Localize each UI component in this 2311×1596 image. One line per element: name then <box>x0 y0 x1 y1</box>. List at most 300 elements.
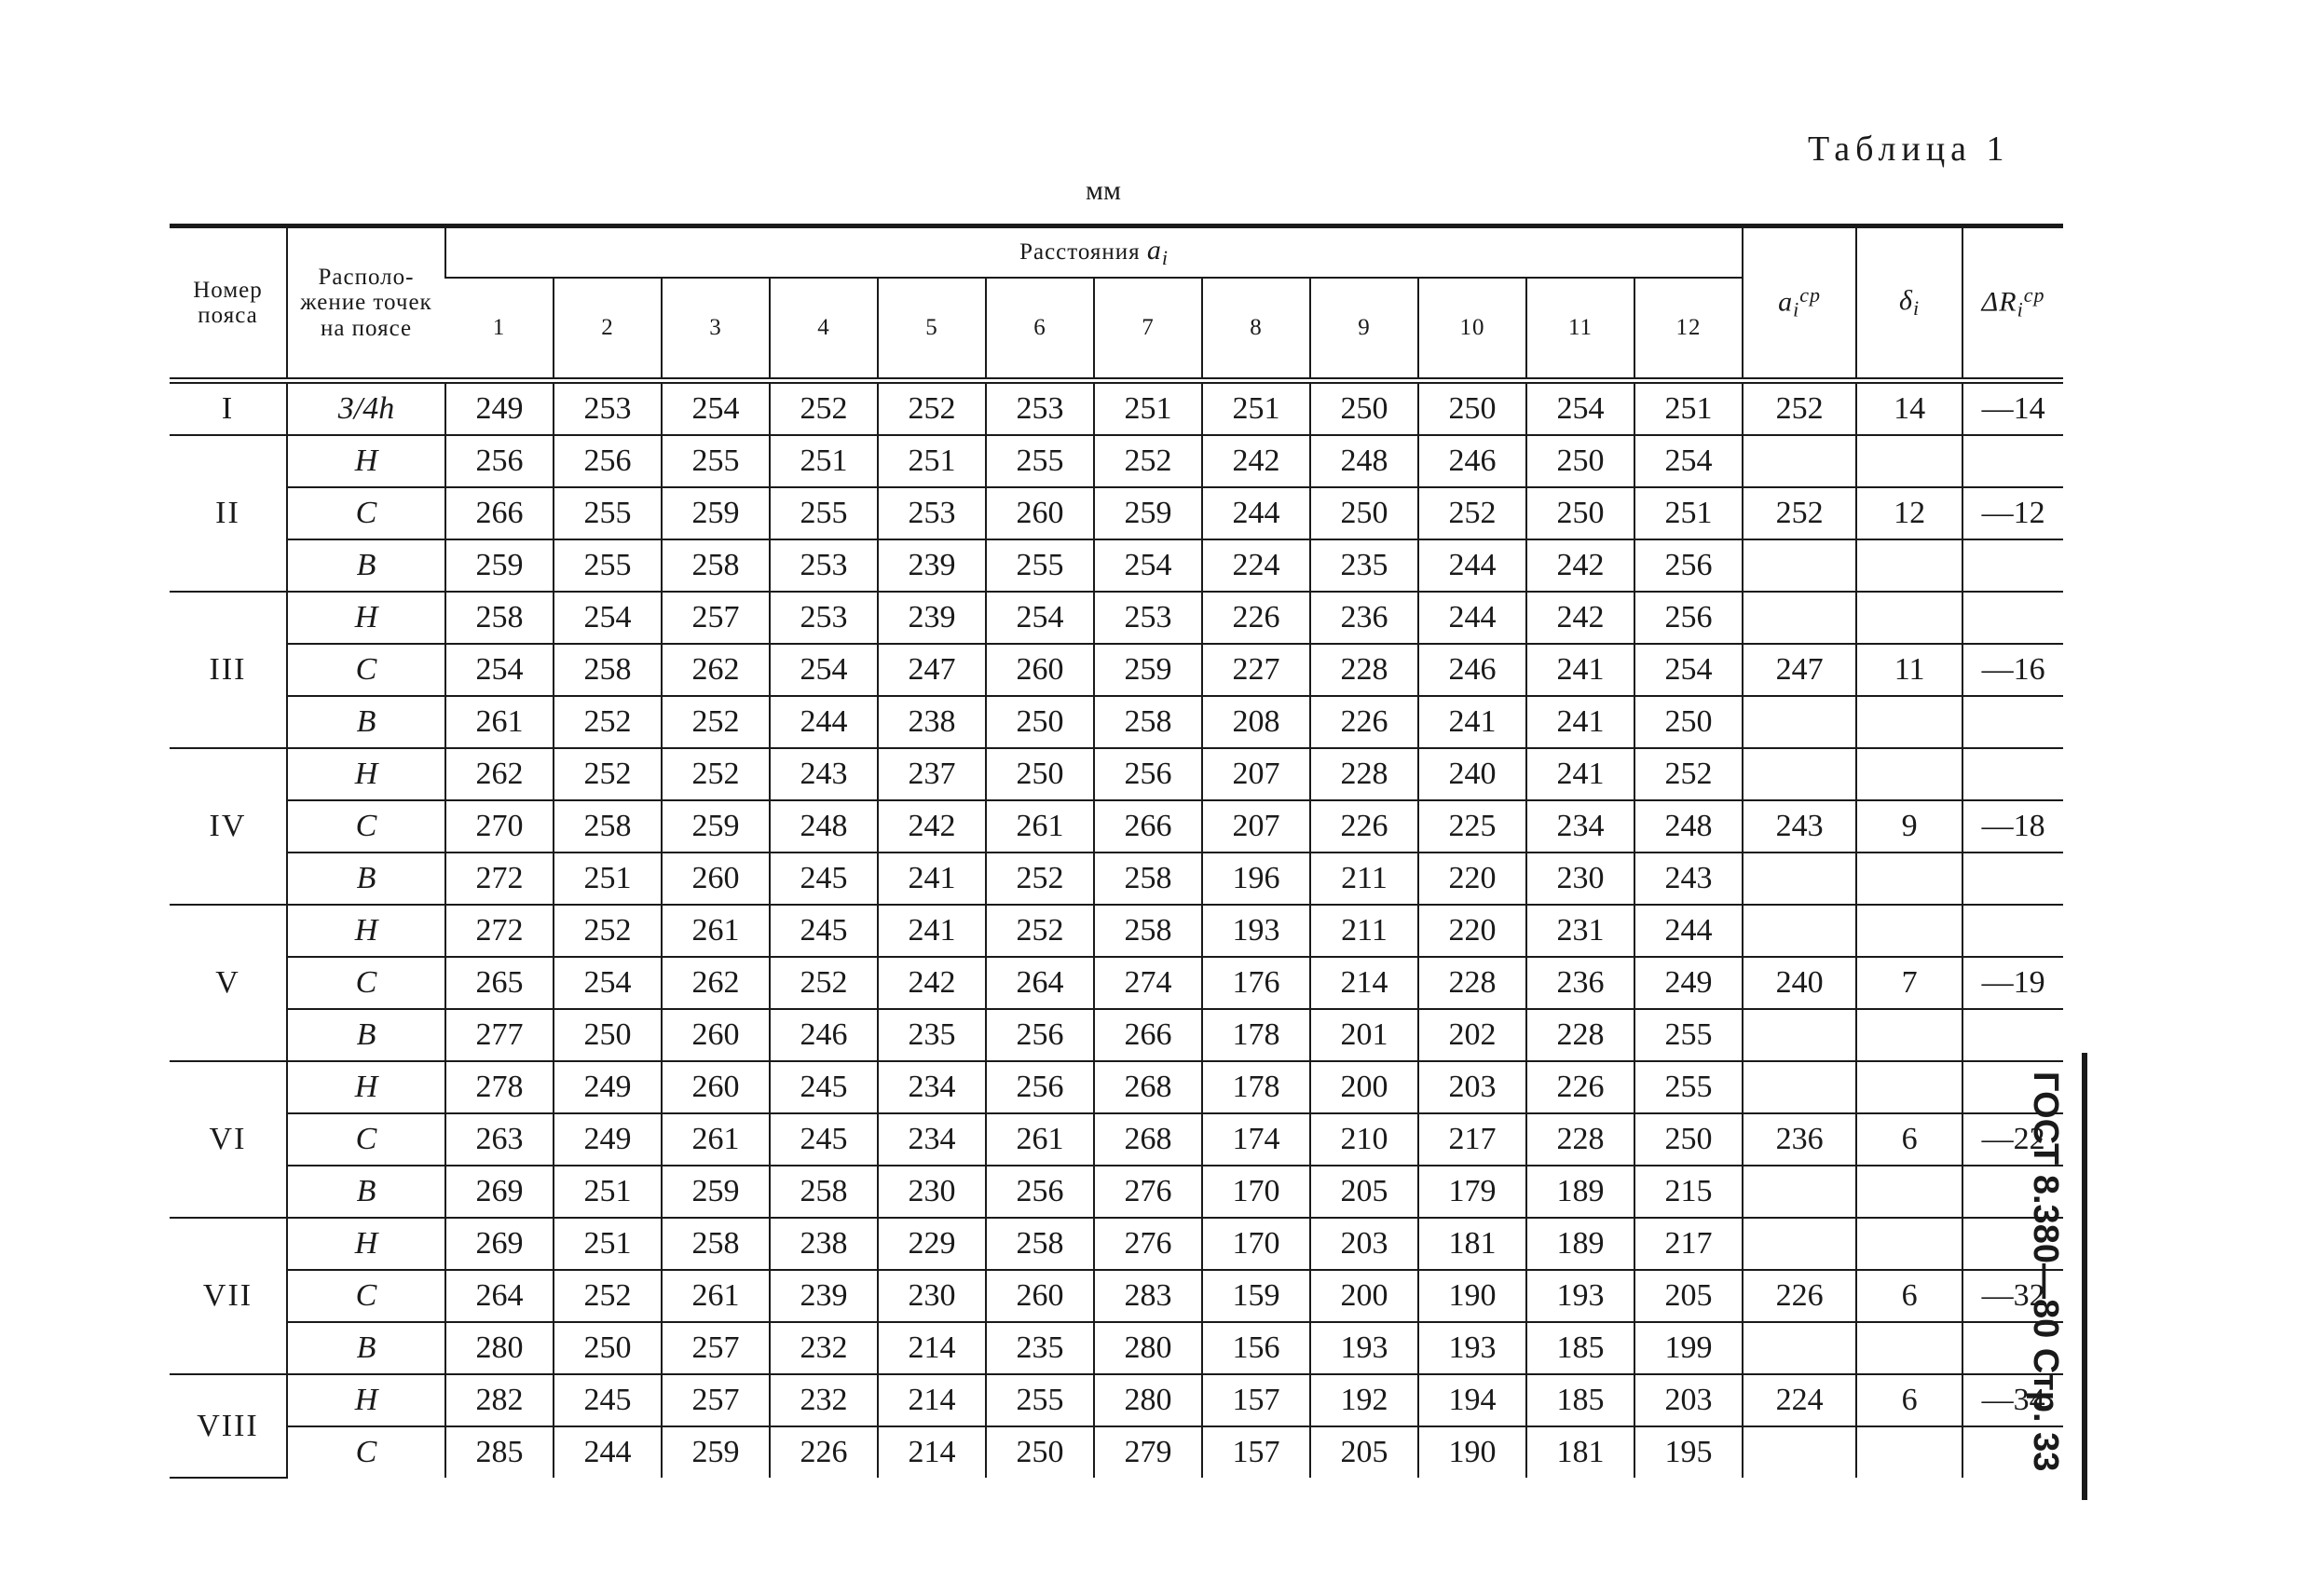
header-dev-sub: i <box>1912 296 1921 321</box>
header-distances <box>445 226 1743 279</box>
point-position: C <box>287 800 445 853</box>
distance-cell: 262 <box>445 748 554 800</box>
belt-number: IV <box>170 748 287 905</box>
header-avg-sub: i <box>1793 297 1800 321</box>
distance-cell: 252 <box>554 1270 662 1322</box>
distance-cell: 258 <box>1094 853 1202 905</box>
point-position: B <box>287 853 445 905</box>
point-position: C <box>287 1426 445 1478</box>
distance-cell: 254 <box>554 957 662 1009</box>
point-position: C <box>287 957 445 1009</box>
distance-cell: 225 <box>1418 800 1526 853</box>
header-col-5: 5 <box>878 278 986 381</box>
distance-cell: 226 <box>1526 1061 1634 1113</box>
distance-cell: 259 <box>662 487 770 539</box>
distance-cell: 260 <box>662 1009 770 1061</box>
distance-cell: 280 <box>1094 1322 1202 1374</box>
belt-number: V <box>170 905 287 1061</box>
distance-cell: 253 <box>1094 592 1202 644</box>
table-row <box>170 487 2063 539</box>
distance-cell: 252 <box>554 905 662 957</box>
distance-cell: 193 <box>1202 905 1310 957</box>
distance-cell: 228 <box>1418 957 1526 1009</box>
distance-cell: 230 <box>878 1166 986 1218</box>
distance-cell: 231 <box>1526 905 1634 957</box>
distance-cell: 239 <box>878 592 986 644</box>
distance-cell: 261 <box>986 800 1094 853</box>
distance-cell: 232 <box>770 1374 878 1426</box>
header-distances-label: Расстояния <box>1019 239 1141 266</box>
distance-cell: 261 <box>662 1270 770 1322</box>
dev-cell <box>1856 1166 1962 1218</box>
distance-cell: 261 <box>445 696 554 748</box>
avg-cell: 247 <box>1743 644 1856 696</box>
distance-cell: 279 <box>1094 1426 1202 1478</box>
distance-cell: 266 <box>445 487 554 539</box>
distance-cell: 189 <box>1526 1166 1634 1218</box>
dr-cell <box>1962 748 2063 800</box>
distance-cell: 255 <box>986 435 1094 487</box>
table-row <box>170 800 2063 853</box>
header-col-12: 12 <box>1634 278 1743 381</box>
distance-cell: 232 <box>770 1322 878 1374</box>
distance-cell: 266 <box>1094 800 1202 853</box>
distance-cell: 257 <box>662 1374 770 1426</box>
distance-cell: 256 <box>1634 592 1743 644</box>
avg-cell <box>1743 1166 1856 1218</box>
distance-cell: 235 <box>878 1009 986 1061</box>
distance-cell: 226 <box>1310 800 1418 853</box>
table-row <box>170 1322 2063 1374</box>
dr-cell <box>1962 1166 2063 1218</box>
side-label-text: ГОСТ 8.380—80 Стр. 33 <box>2026 1071 2066 1472</box>
dev-cell <box>1856 1426 1962 1478</box>
dr-cell <box>1962 853 2063 905</box>
distance-cell: 265 <box>445 957 554 1009</box>
distance-cell: 239 <box>770 1270 878 1322</box>
dr-cell <box>1962 1218 2063 1270</box>
distance-cell: 258 <box>445 592 554 644</box>
distance-cell: 246 <box>770 1009 878 1061</box>
distance-cell: 208 <box>1202 696 1310 748</box>
distance-cell: 255 <box>986 1374 1094 1426</box>
distance-cell: 207 <box>1202 800 1310 853</box>
distance-cell: 260 <box>986 487 1094 539</box>
distance-cell: 248 <box>1310 435 1418 487</box>
distance-cell: 280 <box>1094 1374 1202 1426</box>
distance-cell: 228 <box>1526 1009 1634 1061</box>
header-col-9: 9 <box>1310 278 1418 381</box>
table-row <box>170 1374 2063 1426</box>
distance-cell: 254 <box>1634 644 1743 696</box>
distance-cell: 238 <box>770 1218 878 1270</box>
distance-cell: 255 <box>770 487 878 539</box>
distance-cell: 244 <box>554 1426 662 1478</box>
distance-cell: 277 <box>445 1009 554 1061</box>
header-col-11: 11 <box>1526 278 1634 381</box>
distance-cell: 246 <box>1418 435 1526 487</box>
distance-cell: 185 <box>1526 1322 1634 1374</box>
distance-cell: 193 <box>1418 1322 1526 1374</box>
dev-cell <box>1856 905 1962 957</box>
distance-cell: 181 <box>1526 1426 1634 1478</box>
distance-cell: 202 <box>1418 1009 1526 1061</box>
distance-cell: 259 <box>662 1166 770 1218</box>
point-position: H <box>287 435 445 487</box>
header-dev <box>1856 226 1962 381</box>
distance-cell: 242 <box>1526 539 1634 592</box>
distance-cell: 234 <box>878 1061 986 1113</box>
distance-cell: 214 <box>878 1426 986 1478</box>
distance-cell: 224 <box>1202 539 1310 592</box>
distance-cell: 260 <box>662 853 770 905</box>
avg-cell: 252 <box>1743 381 1856 436</box>
distance-cell: 157 <box>1202 1426 1310 1478</box>
distance-cell: 192 <box>1310 1374 1418 1426</box>
distance-cell: 250 <box>1634 696 1743 748</box>
dr-cell: —12 <box>1962 487 2063 539</box>
distance-cell: 251 <box>1634 487 1743 539</box>
distance-cell: 280 <box>445 1322 554 1374</box>
distance-cell: 236 <box>1310 592 1418 644</box>
distance-cell: 247 <box>878 644 986 696</box>
avg-cell <box>1743 1061 1856 1113</box>
belt-number: III <box>170 592 287 748</box>
distance-cell: 272 <box>445 853 554 905</box>
distance-cell: 252 <box>662 696 770 748</box>
distance-cell: 228 <box>1526 1113 1634 1166</box>
distance-cell: 252 <box>554 748 662 800</box>
distance-cell: 262 <box>662 644 770 696</box>
distance-cell: 252 <box>878 381 986 436</box>
distance-cell: 214 <box>1310 957 1418 1009</box>
distance-cell: 251 <box>1634 381 1743 436</box>
distance-cell: 264 <box>445 1270 554 1322</box>
distance-cell: 250 <box>1418 381 1526 436</box>
dr-cell <box>1962 1061 2063 1113</box>
dev-cell: 6 <box>1856 1270 1962 1322</box>
distance-cell: 250 <box>554 1009 662 1061</box>
distance-cell: 285 <box>445 1426 554 1478</box>
distance-cell: 241 <box>1526 748 1634 800</box>
distance-cell: 278 <box>445 1061 554 1113</box>
distance-cell: 255 <box>986 539 1094 592</box>
distance-cell: 190 <box>1418 1426 1526 1478</box>
distance-cell: 258 <box>554 800 662 853</box>
table-row <box>170 1166 2063 1218</box>
distance-cell: 258 <box>770 1166 878 1218</box>
dev-cell <box>1856 592 1962 644</box>
avg-cell: 243 <box>1743 800 1856 853</box>
distance-cell: 252 <box>770 957 878 1009</box>
point-position: C <box>287 487 445 539</box>
distance-cell: 230 <box>1526 853 1634 905</box>
dev-cell: 11 <box>1856 644 1962 696</box>
distance-cell: 258 <box>1094 905 1202 957</box>
distance-cell: 274 <box>1094 957 1202 1009</box>
distance-cell: 226 <box>1310 696 1418 748</box>
distance-cell: 156 <box>1202 1322 1310 1374</box>
distance-cell: 253 <box>986 381 1094 436</box>
table-row <box>170 381 2063 436</box>
header-col-3: 3 <box>662 278 770 381</box>
avg-cell <box>1743 435 1856 487</box>
distance-cell: 248 <box>770 800 878 853</box>
distance-cell: 217 <box>1634 1218 1743 1270</box>
distance-cell: 250 <box>1310 487 1418 539</box>
distance-cell: 211 <box>1310 905 1418 957</box>
dr-cell: —22 <box>1962 1113 2063 1166</box>
table-row <box>170 696 2063 748</box>
distance-cell: 259 <box>1094 487 1202 539</box>
distance-cell: 256 <box>554 435 662 487</box>
avg-cell <box>1743 748 1856 800</box>
dr-cell <box>1962 539 2063 592</box>
distance-cell: 262 <box>662 957 770 1009</box>
header-col-7: 7 <box>1094 278 1202 381</box>
distance-cell: 238 <box>878 696 986 748</box>
distance-cell: 220 <box>1418 853 1526 905</box>
dr-cell <box>1962 905 2063 957</box>
distance-cell: 258 <box>986 1218 1094 1270</box>
distance-cell: 255 <box>662 435 770 487</box>
distance-cell: 194 <box>1418 1374 1526 1426</box>
distance-cell: 261 <box>662 1113 770 1166</box>
dr-cell: —18 <box>1962 800 2063 853</box>
table-row <box>170 592 2063 644</box>
distance-cell: 226 <box>1202 592 1310 644</box>
avg-cell <box>1743 539 1856 592</box>
distance-cell: 235 <box>986 1322 1094 1374</box>
distance-cell: 269 <box>445 1218 554 1270</box>
point-position: C <box>287 1270 445 1322</box>
distance-cell: 252 <box>554 696 662 748</box>
distance-cell: 249 <box>1634 957 1743 1009</box>
table-row <box>170 853 2063 905</box>
distance-cell: 234 <box>1526 800 1634 853</box>
table-row <box>170 1009 2063 1061</box>
distance-cell: 251 <box>1202 381 1310 436</box>
distance-cell: 241 <box>1526 696 1634 748</box>
distance-cell: 250 <box>1526 435 1634 487</box>
distance-cell: 179 <box>1418 1166 1526 1218</box>
dr-cell <box>1962 1322 2063 1374</box>
point-position: B <box>287 1009 445 1061</box>
dr-cell: —19 <box>1962 957 2063 1009</box>
distance-cell: 251 <box>554 1166 662 1218</box>
distance-cell: 254 <box>986 592 1094 644</box>
header-distances-symbol: a <box>1146 235 1162 266</box>
avg-cell <box>1743 853 1856 905</box>
distance-cell: 245 <box>770 1061 878 1113</box>
distance-cell: 185 <box>1526 1374 1634 1426</box>
distance-cell: 200 <box>1310 1061 1418 1113</box>
dev-cell: 7 <box>1856 957 1962 1009</box>
avg-cell <box>1743 1322 1856 1374</box>
measurement-table <box>170 224 2063 1479</box>
distance-cell: 240 <box>1418 748 1526 800</box>
distance-cell: 256 <box>445 435 554 487</box>
point-position: H <box>287 905 445 957</box>
header-dev-symbol: δ <box>1899 285 1913 317</box>
distance-cell: 249 <box>554 1061 662 1113</box>
distance-cell: 253 <box>878 487 986 539</box>
belt-number: II <box>170 435 287 592</box>
distance-cell: 283 <box>1094 1270 1202 1322</box>
point-position: H <box>287 592 445 644</box>
avg-cell: 252 <box>1743 487 1856 539</box>
distance-cell: 242 <box>878 800 986 853</box>
header-avg-symbol: a <box>1778 286 1794 318</box>
distance-cell: 252 <box>770 381 878 436</box>
distance-cell: 159 <box>1202 1270 1310 1322</box>
point-position: H <box>287 1061 445 1113</box>
dev-cell: 14 <box>1856 381 1962 436</box>
distance-cell: 256 <box>1094 748 1202 800</box>
distance-cell: 210 <box>1310 1113 1418 1166</box>
distance-cell: 196 <box>1202 853 1310 905</box>
header-col-6: 6 <box>986 278 1094 381</box>
distance-cell: 205 <box>1310 1426 1418 1478</box>
distance-cell: 245 <box>770 1113 878 1166</box>
distance-cell: 252 <box>1094 435 1202 487</box>
distance-cell: 201 <box>1310 1009 1418 1061</box>
distance-cell: 250 <box>986 696 1094 748</box>
distance-cell: 258 <box>554 644 662 696</box>
distance-cell: 243 <box>1634 853 1743 905</box>
distance-cell: 234 <box>878 1113 986 1166</box>
distance-cell: 250 <box>986 748 1094 800</box>
distance-cell: 258 <box>1094 696 1202 748</box>
avg-cell <box>1743 696 1856 748</box>
distance-cell: 205 <box>1310 1166 1418 1218</box>
distance-cell: 251 <box>1094 381 1202 436</box>
distance-cell: 259 <box>445 539 554 592</box>
table-row <box>170 539 2063 592</box>
distance-cell: 170 <box>1202 1166 1310 1218</box>
dev-cell <box>1856 1218 1962 1270</box>
dev-cell <box>1856 853 1962 905</box>
distance-cell: 174 <box>1202 1113 1310 1166</box>
dev-cell: 6 <box>1856 1113 1962 1166</box>
distance-cell: 203 <box>1634 1374 1743 1426</box>
distance-cell: 268 <box>1094 1061 1202 1113</box>
distance-cell: 252 <box>1418 487 1526 539</box>
distance-cell: 229 <box>878 1218 986 1270</box>
avg-cell <box>1743 592 1856 644</box>
point-position: B <box>287 539 445 592</box>
distance-cell: 252 <box>986 905 1094 957</box>
distance-cell: 254 <box>1634 435 1743 487</box>
distance-cell: 260 <box>986 644 1094 696</box>
distance-cell: 245 <box>554 1374 662 1426</box>
dr-cell: —16 <box>1962 644 2063 696</box>
dr-cell: —34 <box>1962 1374 2063 1426</box>
distance-cell: 181 <box>1418 1218 1526 1270</box>
point-position: C <box>287 644 445 696</box>
avg-cell <box>1743 1218 1856 1270</box>
point-position: B <box>287 696 445 748</box>
distance-cell: 248 <box>1634 800 1743 853</box>
header-dr-sub: i <box>2017 297 2024 321</box>
distance-cell: 217 <box>1418 1113 1526 1166</box>
avg-cell <box>1743 1009 1856 1061</box>
avg-cell <box>1743 1426 1856 1478</box>
dev-cell <box>1856 696 1962 748</box>
dr-cell <box>1962 1426 2063 1478</box>
point-position: H <box>287 748 445 800</box>
distance-cell: 257 <box>662 1322 770 1374</box>
distance-cell: 259 <box>662 800 770 853</box>
dev-cell <box>1856 435 1962 487</box>
dev-cell <box>1856 748 1962 800</box>
distance-cell: 256 <box>986 1009 1094 1061</box>
distance-cell: 203 <box>1310 1218 1418 1270</box>
distance-cell: 237 <box>878 748 986 800</box>
distance-cell: 254 <box>445 644 554 696</box>
distance-cell: 211 <box>1310 853 1418 905</box>
distance-cell: 254 <box>662 381 770 436</box>
table-row <box>170 1061 2063 1113</box>
dr-cell: —32 <box>1962 1270 2063 1322</box>
dr-cell <box>1962 435 2063 487</box>
header-dr-sup: ср <box>2023 283 2045 307</box>
distance-cell: 245 <box>770 853 878 905</box>
distance-cell: 200 <box>1310 1270 1418 1322</box>
avg-cell: 226 <box>1743 1270 1856 1322</box>
distance-cell: 249 <box>554 1113 662 1166</box>
distance-cell: 251 <box>554 1218 662 1270</box>
header-avg-sup: ср <box>1799 283 1822 307</box>
belt-number: VIII <box>170 1374 287 1478</box>
distance-cell: 256 <box>986 1061 1094 1113</box>
distance-cell: 243 <box>770 748 878 800</box>
distance-cell: 276 <box>1094 1218 1202 1270</box>
distance-cell: 260 <box>986 1270 1094 1322</box>
header-col-1: 1 <box>492 315 506 341</box>
distance-cell: 242 <box>1202 435 1310 487</box>
distance-cell: 244 <box>770 696 878 748</box>
distance-cell: 261 <box>662 905 770 957</box>
header-distances-sub: i <box>1161 246 1169 270</box>
distance-cell: 264 <box>986 957 1094 1009</box>
distance-cell: 199 <box>1634 1322 1743 1374</box>
distance-cell: 189 <box>1526 1218 1634 1270</box>
distance-cell: 215 <box>1634 1166 1743 1218</box>
point-position: 3/4h <box>287 381 445 436</box>
belt-number: VI <box>170 1061 287 1218</box>
avg-cell <box>1743 905 1856 957</box>
table-row <box>170 957 2063 1009</box>
dev-cell: 9 <box>1856 800 1962 853</box>
distance-cell: 178 <box>1202 1061 1310 1113</box>
distance-cell: 258 <box>662 1218 770 1270</box>
distance-cell: 241 <box>1418 696 1526 748</box>
header-dr-symbol: ΔR <box>1981 286 2017 318</box>
distance-cell: 157 <box>1202 1374 1310 1426</box>
distance-cell: 256 <box>1634 539 1743 592</box>
distance-cell: 255 <box>554 487 662 539</box>
dr-cell: —14 <box>1962 381 2063 436</box>
distance-cell: 190 <box>1418 1270 1526 1322</box>
distance-cell: 254 <box>554 592 662 644</box>
point-position: H <box>287 1218 445 1270</box>
table-row <box>170 1270 2063 1322</box>
distance-cell: 250 <box>554 1322 662 1374</box>
distance-cell: 230 <box>878 1270 986 1322</box>
dev-cell <box>1856 539 1962 592</box>
distance-cell: 260 <box>662 1061 770 1113</box>
